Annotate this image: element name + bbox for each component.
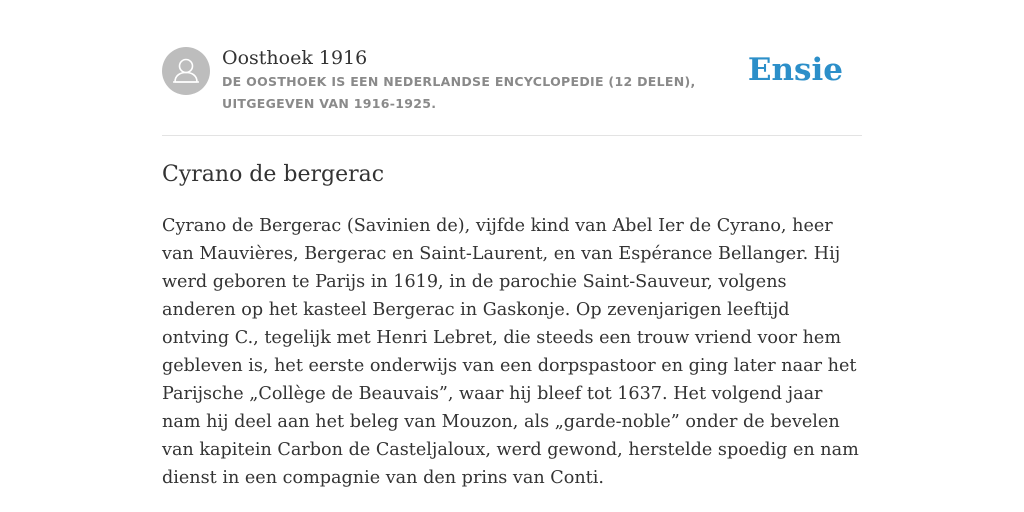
source-title-link[interactable]: Oosthoek 1916 [222,47,368,69]
article-body: Cyrano de Bergerac (Savinien de), vijfde kind van Abel Ier de Cyrano, heer van Mauvières, Bergerac en Saint-Laurent, en van Espérance Bellanger. Hij werd geboren te Parijs in 1619, in de parochie Saint-Sauveur, volgens anderen op het kasteel Bergerac in Gaskonje. Op zevenjarigen leeftijd ontving C., tegelijk met Henri Lebret, die steeds een trouw vriend voor hem gebleven is, het eerste onderwijs van een dorpspastoor en ging later naar het Parijsche „Collège de Beauvais”, waar hij bleef tot 1637. Het volgend jaar nam hij deel aan het beleg van Mouzon, als „garde-noble” onder de bevelen van kapitein Carbon de Casteljaloux, werd gewond, herstelde spoedig en nam dienst in een compagnie van den prins van Conti. [162,216,859,488]
header-divider [162,135,862,136]
article-title: Cyrano de bergerac [162,162,385,187]
source-description: DE OOSTHOEK IS EEN NEDERLANDSE ENCYCLOPEDIE (12 DELEN), UITGEGEVEN VAN 1916-1925. [222,74,696,111]
source-avatar[interactable] [162,47,210,95]
ensie-logo-link[interactable]: Ensie [747,52,843,88]
source-header [162,46,862,136]
user-icon [162,47,210,95]
